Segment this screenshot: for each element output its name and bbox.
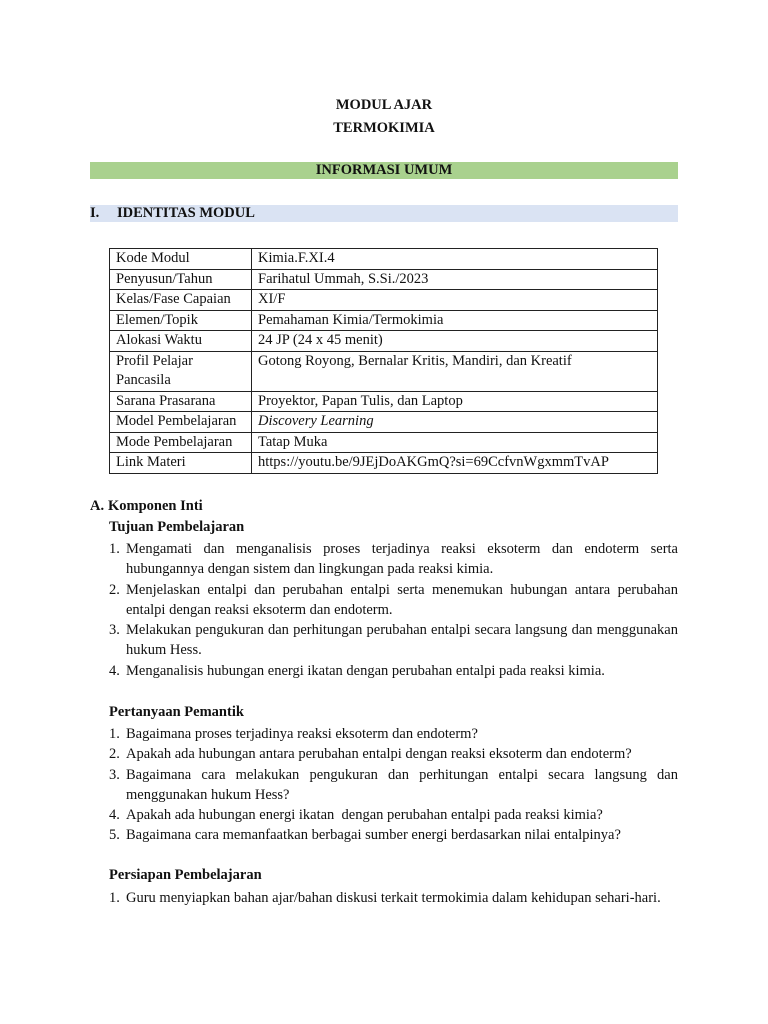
table-key: Mode Pembelajaran bbox=[110, 432, 252, 453]
section-number: A. bbox=[90, 498, 105, 514]
table-row bbox=[110, 453, 658, 474]
table-row bbox=[110, 351, 658, 391]
table-key: Kode Modul bbox=[110, 249, 252, 270]
list-item: 4. Apakah ada hubungan energi ikatan dengan perubahan entalpi pada reaksi kimia? bbox=[109, 807, 603, 824]
table-key: Alokasi Waktu bbox=[110, 331, 252, 352]
table-key: Link Materi bbox=[110, 453, 252, 474]
table-value: Gotong Royong, Bernalar Kritis, Mandiri, dan Kreatif bbox=[252, 351, 658, 391]
table-value: Pemahaman Kimia/Termokimia bbox=[252, 310, 658, 331]
table-row bbox=[110, 249, 658, 270]
tujuan-heading: Tujuan Pembelajaran bbox=[109, 519, 245, 535]
list-item: 2. Menjelaskan entalpi dan perubahan entalpi serta menemukan hubungan antara perubahan entalpi dengan reaksi eksoterm dan endoterm. bbox=[109, 581, 678, 618]
table-row bbox=[110, 269, 658, 290]
table-key: Kelas/Fase Capaian bbox=[110, 290, 252, 311]
table-key: Penyusun/Tahun bbox=[110, 269, 252, 290]
section-identitas-heading bbox=[90, 205, 678, 222]
tujuan-list bbox=[109, 539, 678, 681]
table-value: Tatap Muka bbox=[252, 432, 658, 453]
table-value: XI/F bbox=[252, 290, 658, 311]
pertanyaan-heading: Pertanyaan Pemantik bbox=[109, 704, 244, 720]
table-value: Kimia.F.XI.4 bbox=[252, 249, 658, 270]
table-key: Elemen/Topik bbox=[110, 310, 252, 331]
link-materi[interactable]: https://youtu.be/9JEjDoAKGmQ?si=69CcfvnWgxmmTvAP bbox=[252, 453, 658, 474]
table-row bbox=[110, 432, 658, 453]
table-value: Discovery Learning bbox=[252, 412, 658, 433]
persiapan-heading: Persiapan Pembelajaran bbox=[109, 867, 262, 883]
document-title: MODUL AJAR bbox=[335, 97, 433, 113]
document-subtitle: TERMOKIMIA bbox=[333, 120, 435, 136]
table-key: Profil Pelajar Pancasila bbox=[110, 351, 252, 391]
table-row bbox=[110, 412, 658, 433]
table-row bbox=[110, 290, 658, 311]
list-item: 3. Bagaimana cara melakukan pengukuran dan perhitungan entalpi secara langsung dan menggunakan hukum Hess? bbox=[109, 766, 678, 803]
table-value: Proyektor, Papan Tulis, dan Laptop bbox=[252, 391, 658, 412]
list-item: 1. Bagaimana proses terjadinya reaksi eksoterm dan endoterm? bbox=[109, 726, 478, 742]
section-number: I. bbox=[90, 205, 100, 221]
list-item: 2. Apakah ada hubungan antara perubahan entalpi dengan reaksi eksoterm dan endoterm? bbox=[109, 746, 632, 763]
section-a-heading bbox=[90, 498, 678, 515]
table-row bbox=[110, 391, 658, 412]
section-label: Komponen Inti bbox=[108, 498, 203, 514]
table-key: Sarana Prasarana bbox=[110, 391, 252, 412]
list-item: 1. Mengamati dan menganalisis proses terjadinya reaksi eksoterm dan endoterm serta hubungannya dengan sistem dan lingkungan pada reaksi kimia. bbox=[109, 541, 678, 578]
info-band: INFORMASI UMUM bbox=[90, 162, 678, 179]
list-item: 5. Bagaimana cara memanfaatkan berbagai sumber energi berdasarkan nilai entalpinya? bbox=[109, 827, 621, 844]
table-value: Farihatul Ummah, S.Si./2023 bbox=[252, 269, 658, 290]
list-item: 1. Guru menyiapkan bahan ajar/bahan diskusi terkait termokimia dalam kehidupan sehari-hari. bbox=[109, 890, 661, 906]
table-row bbox=[110, 331, 658, 352]
table-row bbox=[110, 310, 658, 331]
table-value: 24 JP (24 x 45 menit) bbox=[252, 331, 658, 352]
section-label: IDENTITAS MODUL bbox=[117, 205, 255, 221]
list-item: 4. Menganalisis hubungan energi ikatan dengan perubahan entalpi pada reaksi kimia. bbox=[109, 662, 605, 679]
identity-table bbox=[109, 248, 658, 474]
table-key: Model Pembelajaran bbox=[110, 412, 252, 433]
persiapan-list bbox=[109, 888, 678, 908]
pertanyaan-list bbox=[109, 724, 678, 846]
list-item: 3. Melakukan pengukuran dan perhitungan perubahan entalpi secara langsung dan menggunakan hukum Hess. bbox=[109, 622, 678, 659]
